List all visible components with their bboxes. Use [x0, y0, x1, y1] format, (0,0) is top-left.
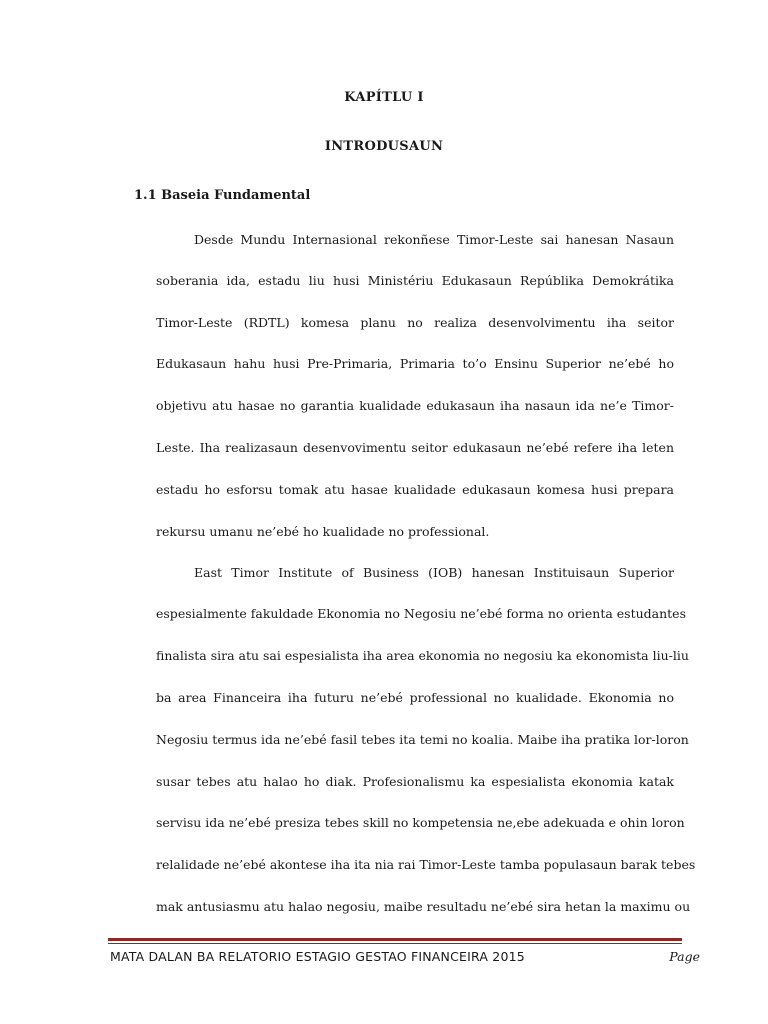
section-heading: 1.1 Baseia Fundamental	[134, 188, 311, 203]
footer-rule-thin	[108, 943, 682, 944]
text-line: soberania ida, estadu liu husi Ministériu Edukasaun Repúblika Demokrátika	[156, 273, 674, 288]
text-line: estadu ho esforsu tomak atu hasae kualidade edukasaun komesa husi prepara	[156, 482, 674, 497]
text-line: East Timor Institute of Business (IOB) hanesan Instituisaun Superior	[194, 565, 674, 580]
text-line: Negosiu termus ida ne’ebé fasil tebes ita temi no koalia. Maibe iha pratika lor-loron	[156, 732, 689, 747]
text-line: rekursu umanu ne’ebé ho kualidade no professional.	[156, 524, 490, 539]
text-line: Timor-Leste (RDTL) komesa planu no realiza desenvolvimentu iha seitor	[156, 315, 674, 330]
text-line: relalidade ne’ebé akontese iha ita nia rai Timor-Leste tamba populasaun barak tebes	[156, 857, 696, 872]
text-line: objetivu atu hasae no garantia kualidade edukasaun iha nasaun ida ne’e Timor-	[156, 398, 674, 413]
text-line: susar tebes atu halao ho diak. Profesionalismu ka espesialista ekonomia katak	[156, 774, 674, 789]
text-line: mak antusiasmu atu halao negosiu, maibe resultadu ne’ebé sira hetan la maximu ou	[156, 899, 691, 914]
text-line: ba area Financeira iha futuru ne’ebé professional no kualidade. Ekonomia no	[156, 690, 674, 705]
text-line: finalista sira atu sai espesialista iha area ekonomia no negosiu ka ekonomista liu-liu	[156, 648, 689, 663]
text-line: servisu ida ne’ebé presiza tebes skill no kompetensia ne,ebe adekuada e ohin loron	[156, 815, 685, 830]
text-line: Desde Mundu Internasional rekonñese Timor-Leste sai hanesan Nasaun	[194, 232, 674, 247]
text-line: espesialmente fakuldade Ekonomia no Negosiu ne’ebé forma no orienta estudantes	[156, 606, 686, 621]
footer-rule-thick	[108, 938, 682, 941]
chapter-heading: KAPÍTLU I	[344, 90, 424, 105]
footer-title: MATA DALAN BA RELATORIO ESTAGIO GESTAO FINANCEIRA 2015	[110, 949, 525, 964]
text-line: Leste. Iha realizasaun desenvovimentu seitor edukasaun ne’ebé refere iha leten	[156, 440, 674, 455]
footer-page-label: Page	[669, 949, 700, 964]
chapter-title: INTRODUSAUN	[324, 139, 444, 154]
text-line: Edukasaun hahu husi Pre-Primaria, Primaria to’o Ensinu Superior ne’ebé ho	[156, 356, 674, 371]
